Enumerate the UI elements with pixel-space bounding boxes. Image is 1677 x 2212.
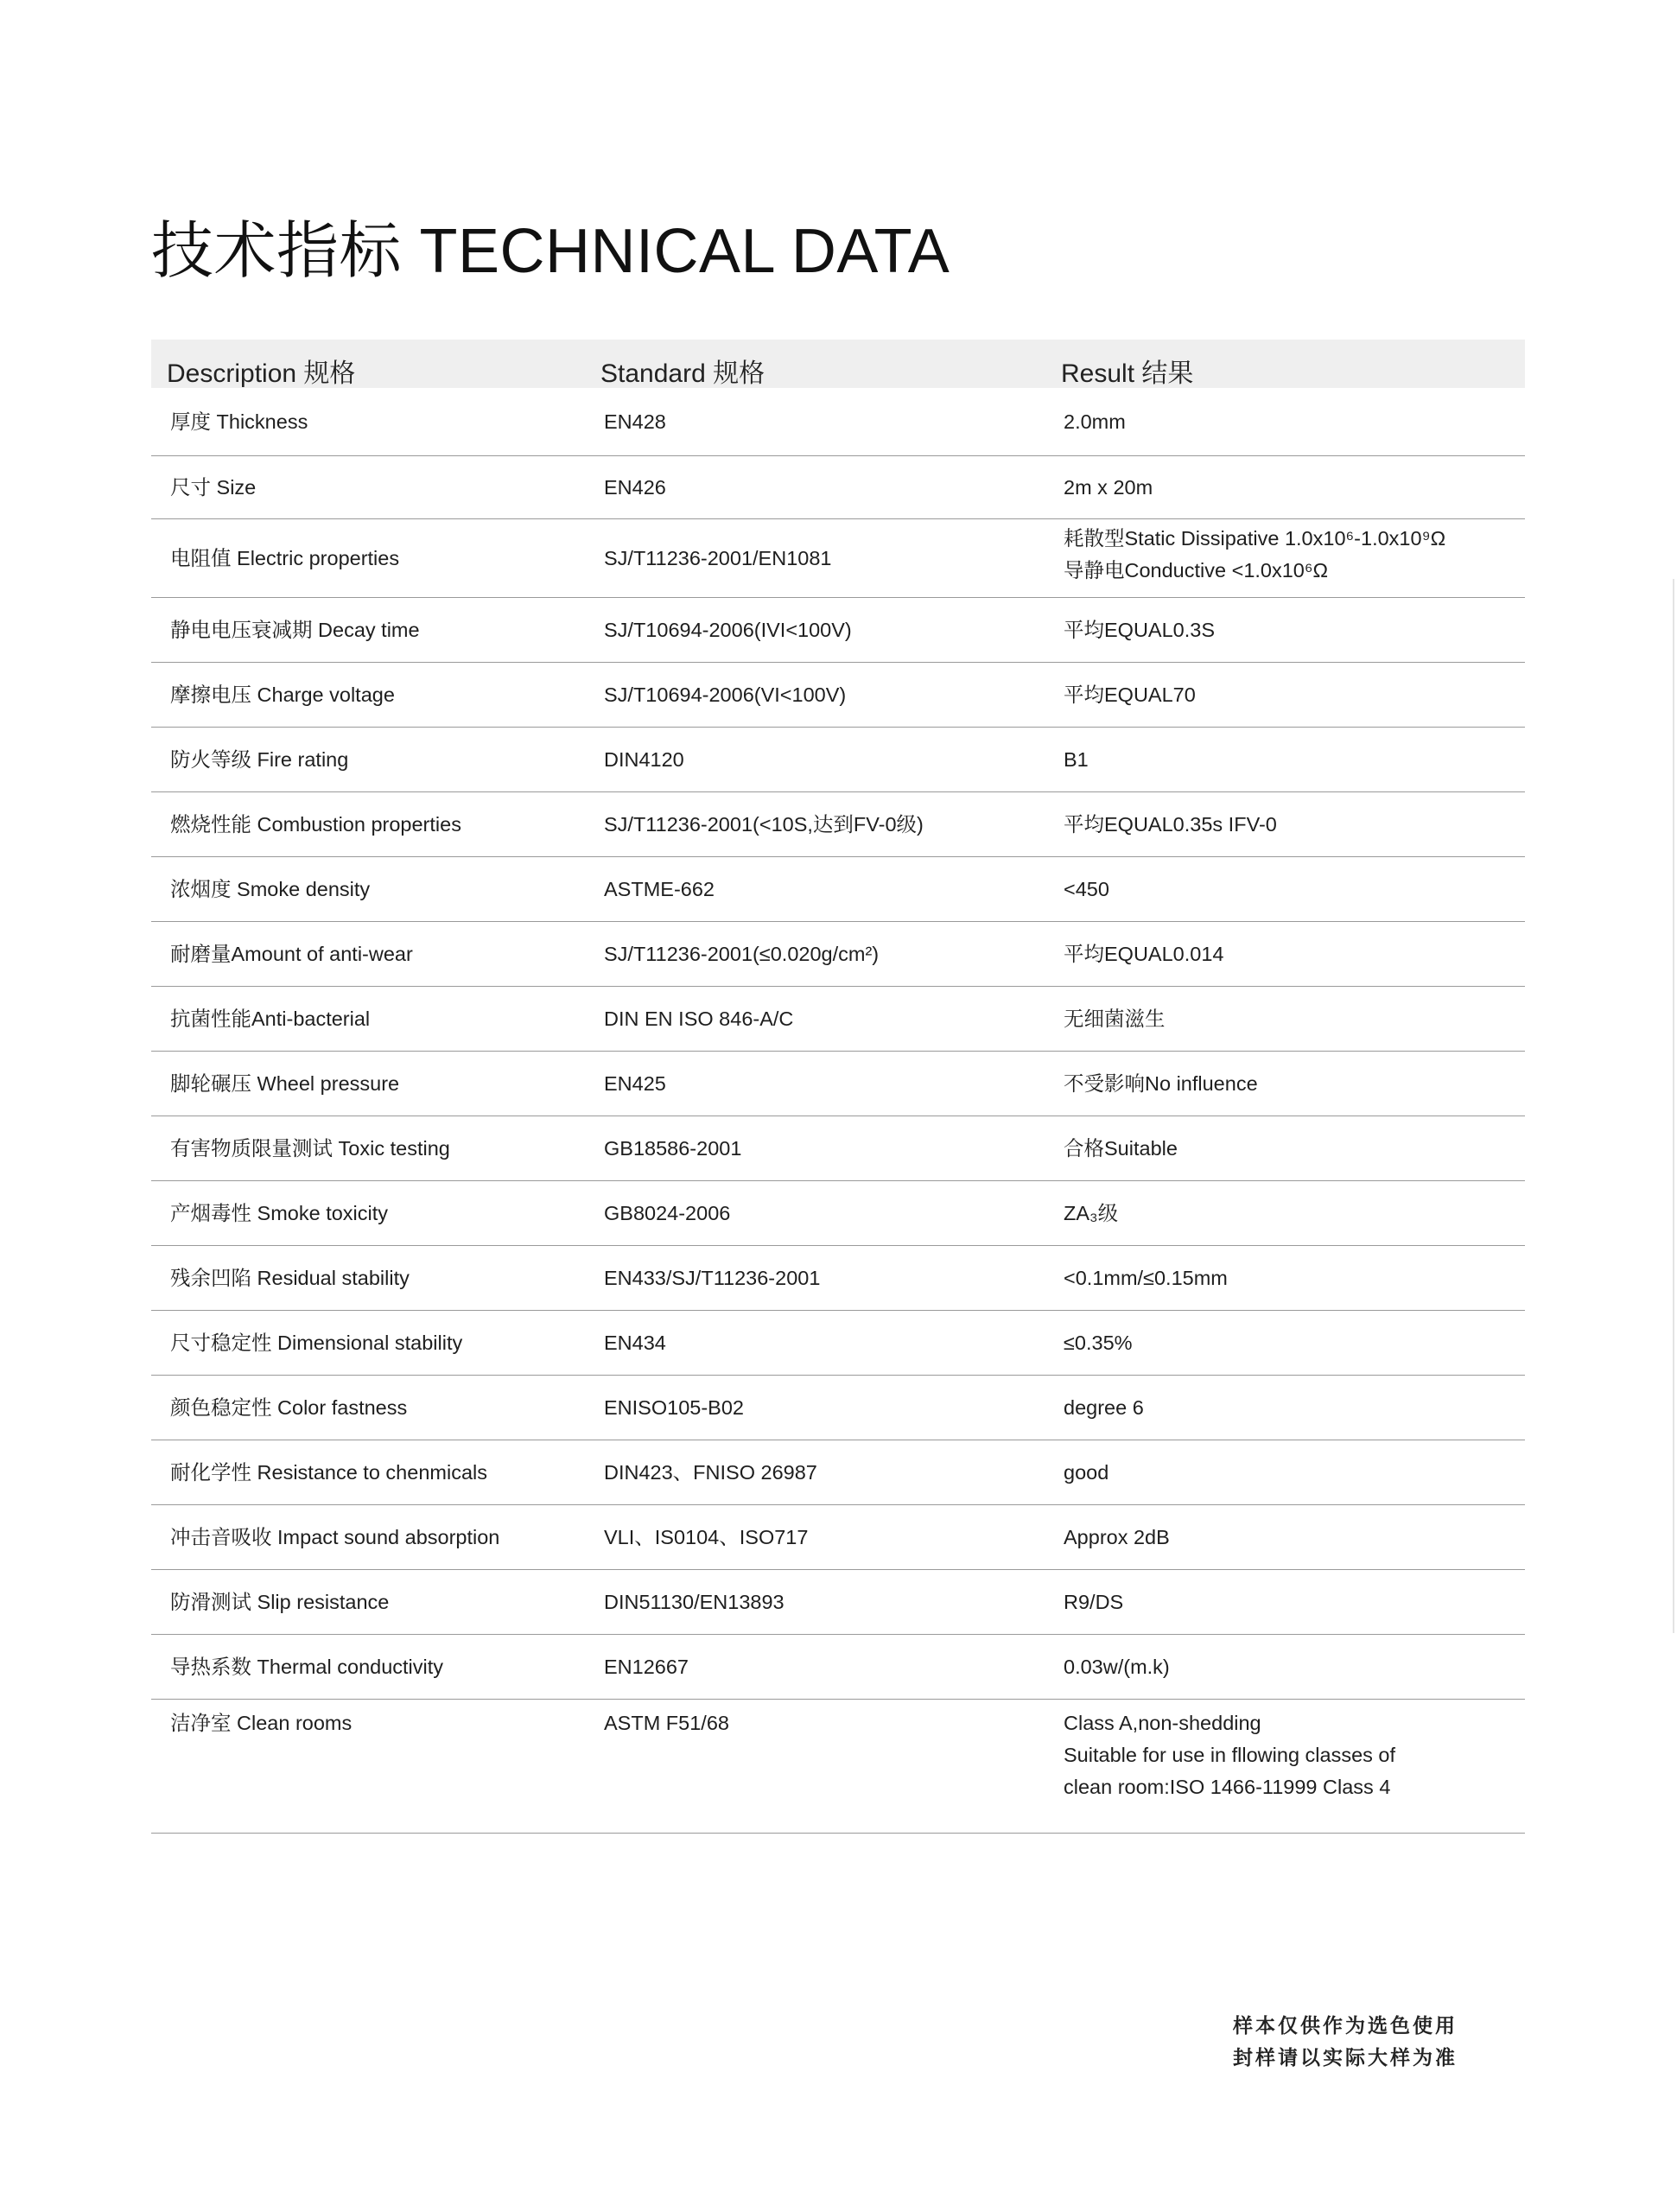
cell-standard: SJ/T11236-2001/EN1081 [604,546,832,569]
cell-result [1064,1003,1166,1035]
footer-line: 样本仅供作为选色使用 [1233,2014,1458,2037]
result-line: B1 [1064,747,1089,771]
result-line: <0.1mm/≤0.15mm [1064,1266,1228,1289]
cell-description: 静电电压衰减期 Decay time [170,618,420,641]
table-row [151,1570,1525,1635]
cell-standard: EN434 [604,1331,666,1354]
cell-description: 耐化学性 Resistance to chenmicals [170,1460,487,1484]
cell-standard: GB18586-2001 [604,1136,742,1160]
table-row [151,1700,1525,1834]
cell-description: 残余凹陷 Residual stability [170,1266,410,1289]
result-line: ≤0.35% [1064,1331,1133,1354]
result-line: 无细菌滋生 [1064,1007,1166,1030]
table-row [151,987,1525,1052]
result-line: Suitable for use in fllowing classes of [1064,1744,1396,1766]
table-row [151,1246,1525,1311]
table-row [151,1311,1525,1376]
cell-standard: ASTME-662 [604,877,715,900]
cell-description: 颜色稳定性 Color fastness [170,1395,408,1419]
footer-line: 封样请以实际大样为准 [1233,2046,1458,2069]
cell-standard: DIN EN ISO 846-A/C [604,1007,794,1030]
table-row [151,663,1525,728]
table-row [151,519,1525,598]
cell-result [1064,472,1153,504]
cell-standard: DIN51130/EN13893 [604,1590,785,1613]
technical-data-table [151,340,1525,1834]
cell-result [1064,809,1277,841]
cell-standard: EN12667 [604,1655,689,1678]
cell-result [1064,1133,1178,1165]
cell-result [1064,1522,1170,1554]
result-line: <450 [1064,877,1109,900]
cell-standard: VLI、IS0104、ISO717 [604,1525,809,1548]
table-row [151,1635,1525,1700]
result-line: clean room:ISO 1466-11999 Class 4 [1064,1776,1391,1798]
table-row [151,792,1525,857]
table-row [151,1052,1525,1116]
cell-result [1064,1651,1170,1683]
cell-result [1064,1262,1228,1294]
edge-divider [1673,579,1674,1633]
cell-result [1064,1392,1144,1424]
cell-description: 冲击音吸收 Impact sound absorption [170,1525,500,1548]
cell-result [1064,614,1215,646]
table-row [151,1376,1525,1440]
cell-description: 防火等级 Fire rating [170,747,349,771]
cell-standard: EN425 [604,1071,666,1095]
cell-result [1064,1707,1395,1803]
cell-standard: ASTM F51/68 [604,1712,729,1734]
result-line: 平均EQUAL70 [1064,683,1196,706]
result-line: 2.0mm [1064,410,1126,433]
cell-description: 防滑测试 Slip resistance [170,1590,390,1613]
cell-standard: SJ/T11236-2001(≤0.020g/cm²) [604,942,880,965]
result-line: 0.03w/(m.k) [1064,1655,1170,1678]
result-line: R9/DS [1064,1590,1124,1613]
result-line: 导静电Conductive <1.0x10⁶Ω [1064,559,1329,582]
result-line: 平均EQUAL0.014 [1064,942,1224,965]
cell-standard: EN426 [604,475,666,499]
table-row [151,1505,1525,1570]
cell-standard: DIN423、FNISO 26987 [604,1460,817,1484]
cell-result [1064,406,1126,438]
cell-description: 浓烟度 Smoke density [170,877,371,900]
table-row [151,1181,1525,1246]
result-line: 平均EQUAL0.3S [1064,618,1216,641]
cell-standard: SJ/T11236-2001(<10S,达到FV-0级) [604,812,924,836]
cell-result [1064,1327,1133,1359]
table-header [151,340,1525,388]
result-line: 不受影响No influence [1064,1071,1258,1095]
cell-description: 抗菌性能Anti-bacterial [170,1007,371,1030]
table-body [151,388,1525,1834]
cell-description: 洁净室 Clean rooms [170,1712,353,1734]
table-row [151,857,1525,922]
cell-description: 有害物质限量测试 Toxic testing [170,1136,450,1160]
cell-standard: SJ/T10694-2006(IVI<100V) [604,618,852,641]
cell-standard: DIN4120 [604,747,684,771]
header-result: Result 结果 [1061,359,1194,388]
cell-standard: SJ/T10694-2006(VI<100V) [604,683,847,706]
result-line: 2m x 20m [1064,475,1153,499]
cell-description: 导热系数 Thermal conductivity [170,1655,444,1678]
cell-result [1064,1586,1123,1618]
header-description: Description 规格 [167,359,356,388]
cell-description: 产烟毒性 Smoke toxicity [170,1201,389,1224]
table-row [151,1116,1525,1181]
cell-description: 厚度 Thickness [170,410,308,433]
footer-note [1233,2010,1458,2074]
table-row [151,456,1525,519]
page-title: 技术指标 TECHNICAL DATA [151,217,950,286]
table-row [151,598,1525,663]
result-line: good [1064,1460,1109,1484]
header-standard: Standard 规格 [600,359,765,388]
cell-description: 尺寸稳定性 Dimensional stability [170,1331,463,1354]
cell-standard: EN433/SJ/T11236-2001 [604,1266,821,1289]
cell-result [1064,1068,1258,1100]
cell-result [1064,523,1445,587]
cell-description: 摩擦电压 Charge voltage [170,683,395,706]
cell-description: 燃烧性能 Combustion properties [170,812,461,836]
cell-standard: GB8024-2006 [604,1201,731,1224]
result-line: Approx 2dB [1064,1525,1170,1548]
table-row [151,922,1525,987]
result-line: Class A,non-shedding [1064,1712,1261,1734]
cell-result [1064,1198,1118,1230]
cell-result [1064,679,1196,711]
result-line: 平均EQUAL0.35s IFV-0 [1064,812,1277,836]
table-row [151,728,1525,792]
cell-description: 脚轮碾压 Wheel pressure [170,1071,400,1095]
cell-result [1064,744,1089,776]
result-line: degree 6 [1064,1395,1144,1419]
cell-result [1064,1457,1108,1489]
cell-description: 耐磨量Amount of anti-wear [170,942,413,965]
result-line: 耗散型Static Dissipative 1.0x10⁶-1.0x10⁹Ω [1064,527,1446,550]
result-line: ZA₃级 [1064,1201,1119,1224]
table-row [151,1440,1525,1505]
cell-description: 电阻值 Electric properties [170,546,400,569]
cell-result [1064,938,1223,970]
cell-result [1064,874,1109,906]
table-row [151,388,1525,456]
cell-standard: EN428 [604,410,666,433]
cell-standard: ENISO105-B02 [604,1395,744,1419]
cell-description: 尺寸 Size [170,475,257,499]
result-line: 合格Suitable [1064,1136,1178,1160]
